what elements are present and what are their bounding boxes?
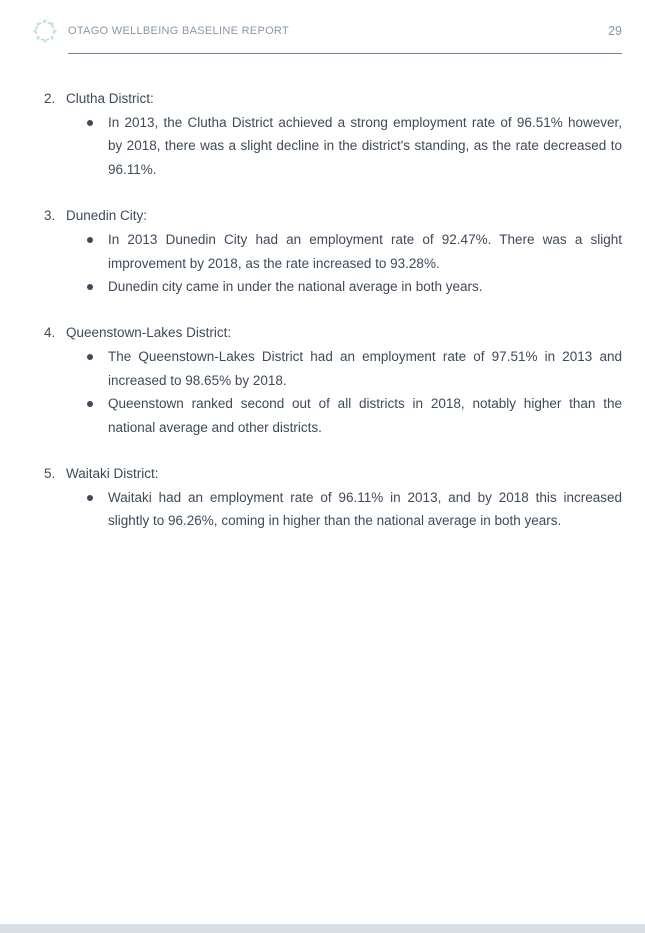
- bullet-item: [108, 228, 622, 275]
- bullet-text: Dunedin city came in under the national average in both years.: [108, 279, 483, 295]
- bullet-item: [108, 486, 622, 533]
- bullet-list: [0, 111, 645, 181]
- bullet-dot-icon: [87, 401, 93, 407]
- footer-band: [0, 924, 645, 933]
- bullet-list: [0, 486, 645, 533]
- district-section: [0, 87, 645, 181]
- district-name: Clutha District:: [66, 91, 154, 106]
- bullet-dot-icon: [87, 237, 93, 243]
- page-header: [0, 0, 645, 60]
- district-name: Queenstown-Lakes District:: [66, 325, 232, 341]
- district-section: [0, 462, 645, 533]
- bullet-dot-icon: [87, 284, 93, 290]
- list-number: 2.: [44, 91, 56, 106]
- section-heading: [0, 87, 645, 111]
- bullet-item: [108, 111, 622, 181]
- bullet-list: [0, 228, 645, 298]
- district-section: [0, 321, 645, 439]
- district-section: [0, 204, 645, 298]
- report-body: [0, 87, 645, 556]
- bullet-text: The Queenstown-Lakes District had an employment rate of 97.51% in 2013 and increased to 98.65% by 2018.: [108, 349, 622, 388]
- header-divider: [68, 53, 622, 54]
- bullet-item: [108, 275, 622, 298]
- section-heading: [0, 462, 645, 486]
- bullet-dot-icon: [87, 120, 93, 126]
- section-heading: [0, 321, 645, 345]
- bullet-item: [108, 392, 622, 439]
- bullet-item: [108, 345, 622, 392]
- bullet-text: Queenstown ranked second out of all districts in 2018, notably higher than the national average and other districts.: [108, 396, 622, 435]
- district-name: Waitaki District:: [66, 466, 159, 482]
- page-number: 29: [608, 24, 622, 38]
- district-name: Dunedin City:: [66, 208, 148, 224]
- list-number: 4.: [44, 325, 56, 341]
- list-number: 3.: [44, 208, 56, 224]
- bullet-text: In 2013, the Clutha District achieved a strong employment rate of 96.51% however, by 2018, there was a slight decline in the district's standing, as the rate decreased to 96.11%.: [108, 115, 622, 177]
- report-title: OTAGO WELLBEING BASELINE REPORT: [68, 25, 290, 37]
- bullet-text: In 2013 Dunedin City had an employment rate of 92.47%. There was a slight improvement by 2018, as the rate increased to 93.28%.: [108, 232, 622, 271]
- section-heading: [0, 204, 645, 228]
- bullet-list: [0, 345, 645, 439]
- bullet-text: Waitaki had an employment rate of 96.11% in 2013, and by 2018 this increased slightly to 96.26%, coming in higher than the national average in both years.: [108, 490, 622, 529]
- wreath-logo-icon: [32, 18, 58, 44]
- bullet-dot-icon: [87, 354, 93, 360]
- bullet-dot-icon: [87, 495, 93, 501]
- list-number: 5.: [44, 466, 56, 482]
